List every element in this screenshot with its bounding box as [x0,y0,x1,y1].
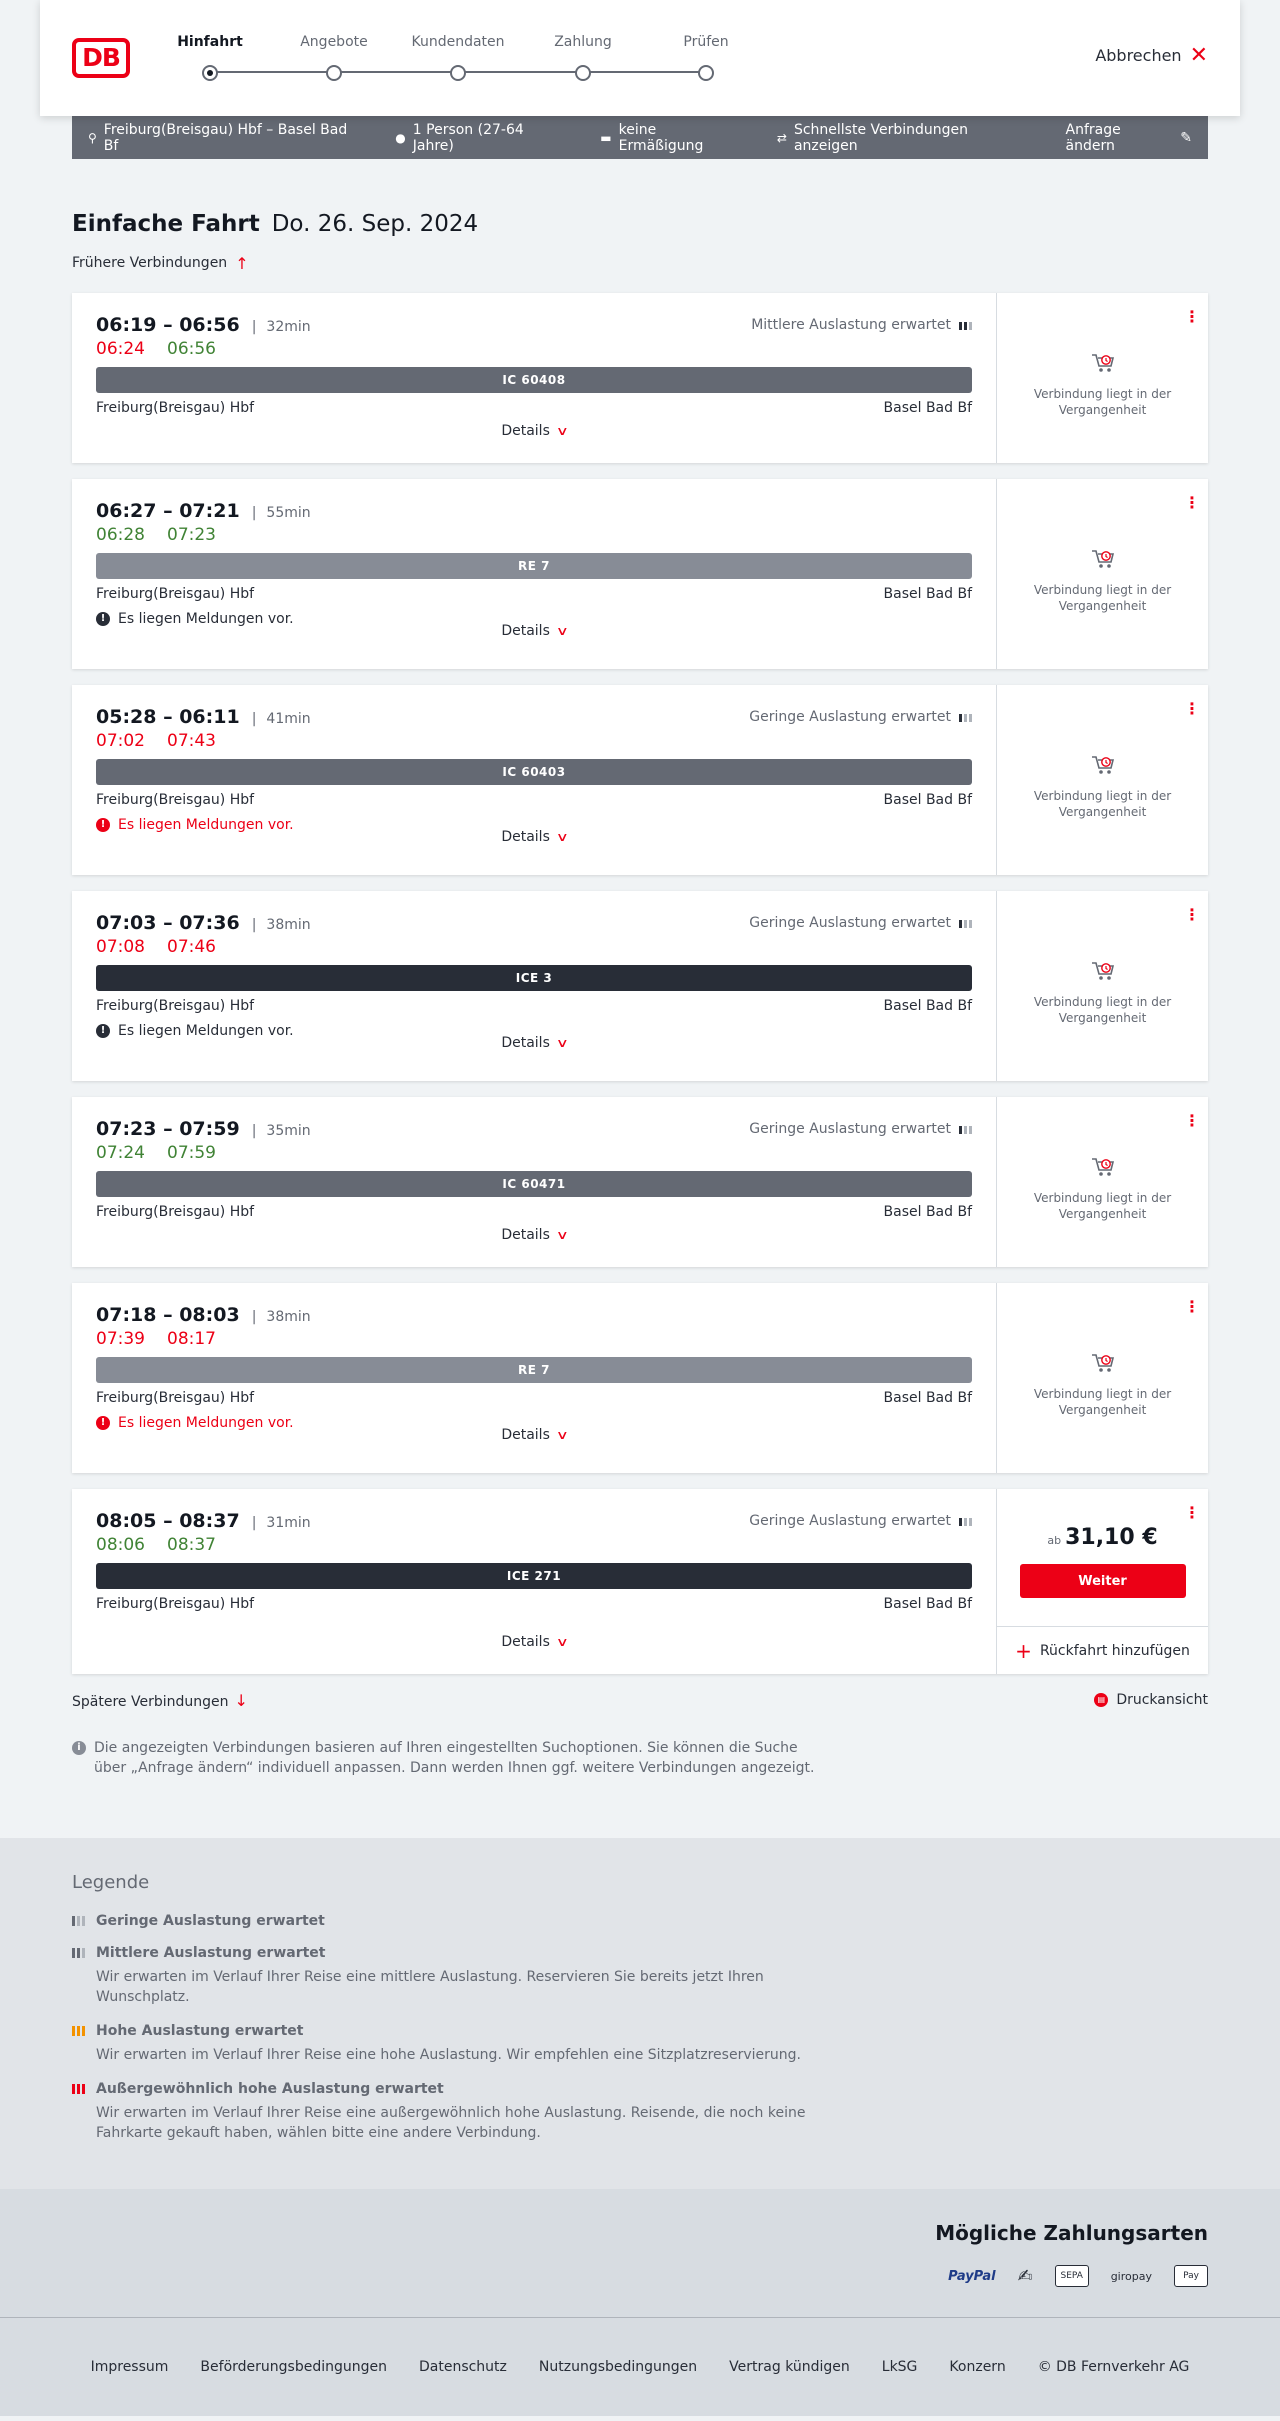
pencil-icon: ✎ [1180,129,1192,146]
details-toggle[interactable]: Details ∨ [501,1035,569,1051]
departure-station: Freiburg(Breisgau) Hbf [96,400,255,416]
footer-link-vertrag-kuendigen[interactable]: Vertrag kündigen [729,2359,850,2375]
cart-clock-icon [997,1154,1208,1180]
page-footer [0,2317,1280,2416]
arrow-up-icon: ↑ [235,253,249,273]
alert-icon: ! [96,1416,110,1430]
arrival-station: Basel Bad Bf [883,400,972,416]
price-prefix: ab [1047,1534,1062,1547]
add-return-trip-button[interactable]: + Rückfahrt hinzufügen [997,1626,1208,1674]
giropay-icon: giropay [1110,2269,1152,2283]
alert-icon: ! [96,1024,110,1038]
connection-details [72,891,997,1081]
occupancy-info: Geringe Auslastung erwartet [749,709,972,725]
continue-button[interactable]: Weiter [1020,1564,1186,1598]
connection-details [72,1097,997,1267]
connection-card[interactable] [72,293,1208,463]
chevron-down-icon: ∨ [555,424,569,438]
details-toggle[interactable]: Details ∨ [501,1634,569,1650]
connection-details [72,685,997,875]
chevron-down-icon: ∨ [555,1228,569,1242]
realtime-departure: 07:08 [96,937,145,957]
connection-details [72,1489,997,1674]
departure-station: Freiburg(Breisgau) Hbf [96,1596,255,1612]
connection-card[interactable] [72,1489,1208,1674]
later-connections-link[interactable]: Spätere Verbindungen ↓ [72,1690,248,1710]
details-toggle[interactable]: Details ∨ [501,829,569,845]
realtime-times [96,525,216,545]
occupancy-icon [959,1516,972,1526]
realtime-departure: 07:02 [96,731,145,751]
footer-link-konzern[interactable]: Konzern [949,2359,1006,2375]
plus-icon: + [1015,1638,1032,1663]
realtime-departure: 08:06 [96,1535,145,1555]
cancel-label: Abbrechen [1095,46,1182,65]
train-bar[interactable]: IC 60471 [96,1171,972,1197]
step-kundendaten: Kundendaten [398,34,518,81]
legend-title: Legende [72,1872,150,1893]
credit-card-icon: ✍ [1017,2265,1033,2287]
occupancy-icon [959,712,972,722]
page-title [72,211,1208,237]
offer-panel [997,891,1208,1081]
connection-card[interactable] [72,1283,1208,1473]
connection-details [72,293,997,463]
arrival-station: Basel Bad Bf [883,1390,972,1406]
departure-station: Freiburg(Breisgau) Hbf [96,792,255,808]
arrow-down-icon: ↓ [234,1690,248,1710]
stations [96,400,972,416]
scheduled-times: 07:23 – 07:59 | 35min [96,1118,311,1140]
details-toggle[interactable]: Details ∨ [501,623,569,639]
duration: 31min [266,1515,311,1531]
duration: 38min [266,917,311,933]
paypal-icon: PayPal [948,2268,996,2284]
details-toggle[interactable]: Details ∨ [501,423,569,439]
realtime-times [96,1535,216,1555]
query-summary-bar [72,116,1208,159]
step-dot [202,65,218,81]
train-bar[interactable]: ICE 271 [96,1563,972,1589]
realtime-departure: 06:24 [96,339,145,359]
legend-item-low: Geringe Auslastung erwartet [72,1913,1208,1929]
realtime-departure: 06:28 [96,525,145,545]
arrival-station: Basel Bad Bf [883,586,972,602]
train-bar[interactable]: ICE 3 [96,965,972,991]
more-options-icon[interactable]: ⋮ [1184,1297,1200,1316]
past-connection-notice: Verbindung liegt in der Vergangenheit [1033,387,1172,417]
offer-panel [997,1097,1208,1267]
duration: 41min [266,711,311,727]
connection-message[interactable]: ! Es liegen Meldungen vor. [96,1023,294,1039]
connection-card[interactable] [72,1097,1208,1267]
legend-item-mid: Mittlere Auslastung erwartet Wir erwarten im Verlauf Ihrer Reise eine mittlere Auslastung. Reservieren Sie bereits jetzt Ihren Wunschplatz. [72,1945,1208,2007]
list-footer [72,1688,1208,1712]
chevron-down-icon: ∨ [555,624,569,638]
footer-link-befoerderungsbedingungen[interactable]: Beförderungsbedingungen [200,2359,387,2375]
more-options-icon[interactable]: ⋮ [1184,493,1200,512]
stations [96,792,972,808]
realtime-arrival: 06:56 [167,339,216,359]
more-options-icon[interactable]: ⋮ [1184,307,1200,326]
step-dot [326,65,342,81]
connection-card[interactable] [72,685,1208,875]
edit-query-button[interactable]: Anfrage ändern ✎ [1065,121,1192,154]
scheduled-times: 07:18 – 08:03 | 38min [96,1304,311,1326]
footer-link-impressum[interactable]: Impressum [90,2359,169,2375]
trip-date: Do. 26. Sep. 2024 [271,211,479,237]
details-toggle[interactable]: Details ∨ [501,1227,569,1243]
scheduled-times: 08:05 – 08:37 | 31min [96,1510,311,1532]
offer-panel [997,293,1208,463]
close-icon: ✕ [1189,42,1208,68]
cart-clock-icon [997,752,1208,778]
more-options-icon[interactable]: ⋮ [1184,905,1200,924]
step-hinfahrt: Hinfahrt [150,34,270,81]
offer-panel [997,1283,1208,1473]
cart-clock-icon [997,958,1208,984]
step-angebote: Angebote [274,34,394,81]
alert-icon: ! [96,612,110,626]
query-option: ⇄ Schnellste Verbindungen anzeigen [776,121,969,154]
train-bar[interactable]: RE 7 [96,1357,972,1383]
arrival-station: Basel Bad Bf [883,1204,972,1220]
arrival-station: Basel Bad Bf [883,792,972,808]
legend-section [0,1838,1280,2189]
duration: 32min [266,319,311,335]
occupancy-icon [959,918,972,928]
legend-item-extreme: Außergewöhnlich hohe Auslastung erwartet Wir erwarten im Verlauf Ihrer Reise eine außergewöhnlich hohe Auslastung. Reisende, die noch keine Fahrkarte gekauft haben, wählen bitte eine andere Verbindung. [72,2081,1208,2143]
footer-link-datenschutz[interactable]: Datenschutz [418,2359,507,2375]
print-icon: ▤ [1094,1693,1108,1707]
alert-icon: ! [96,818,110,832]
print-view-link[interactable]: ▤ Druckansicht [1094,1692,1208,1708]
connection-card[interactable] [72,891,1208,1081]
arrival-station: Basel Bad Bf [883,1596,972,1612]
realtime-arrival: 08:17 [167,1329,216,1349]
footer-copyright: © DB Fernverkehr AG [1037,2359,1190,2375]
query-discount: ▬ keine Ermäßigung [600,121,704,154]
price: 31,10 € [1065,1525,1158,1550]
cancel-button[interactable] [1095,42,1208,68]
load-low-icon [72,1916,88,1926]
load-high-icon [72,2026,88,2036]
progress-stepper [177,34,762,84]
occupancy-info: Geringe Auslastung erwartet [749,915,972,931]
load-mid-icon [72,1948,88,1958]
offer-panel [997,1489,1208,1674]
step-dot [450,65,466,81]
sepa-icon: SEPA [1055,2265,1089,2287]
legend-item-high: Hohe Auslastung erwartet Wir erwarten im Verlauf Ihrer Reise eine hohe Auslastung. Wir empfehlen eine Sitzplatzreservierung. [72,2023,1208,2065]
train-bar[interactable]: IC 60408 [96,367,972,393]
past-connection-notice: Verbindung liegt in der Vergangenheit [1033,1191,1172,1221]
stations [96,586,972,602]
footer-link-lksg[interactable]: LkSG [881,2359,918,2375]
scheduled-times: 06:27 – 07:21 | 55min [96,500,311,522]
realtime-times [96,1329,216,1349]
realtime-times [96,1143,216,1163]
train-bar[interactable]: IC 60403 [96,759,972,785]
occupancy-icon [959,320,972,330]
departure-station: Freiburg(Breisgau) Hbf [96,586,255,602]
query-route: ⚲ Freiburg(Breisgau) Hbf – Basel Bad Bf [88,121,348,154]
person-icon: ● [395,130,406,145]
chevron-down-icon: ∨ [555,1036,569,1050]
departure-station: Freiburg(Breisgau) Hbf [96,1204,255,1220]
past-connection-notice: Verbindung liegt in der Vergangenheit [1033,995,1172,1025]
occupancy-icon [959,1124,972,1134]
cart-clock-icon [997,1350,1208,1376]
apple-pay-icon: Pay [1174,2265,1208,2287]
realtime-arrival: 08:37 [167,1535,216,1555]
realtime-times [96,339,216,359]
occupancy-info: Geringe Auslastung erwartet [749,1121,972,1137]
past-connection-notice: Verbindung liegt in der Vergangenheit [1033,583,1172,613]
info-icon: i [72,1741,86,1755]
connection-message[interactable]: ! Es liegen Meldungen vor. [96,817,294,833]
connection-card[interactable] [72,479,1208,669]
connection-list [72,293,1208,1674]
connection-details [72,479,997,669]
departure-station: Freiburg(Breisgau) Hbf [96,1390,255,1406]
top-header [40,0,1240,116]
duration: 35min [266,1123,311,1139]
arrival-station: Basel Bad Bf [883,998,972,1014]
stations [96,998,972,1014]
payment-methods-title: Mögliche Zahlungsarten [935,2221,1208,2245]
swap-arrows-icon: ⇄ [776,130,787,145]
connection-message[interactable]: ! Es liegen Meldungen vor. [96,611,294,627]
payment-methods-section [0,2189,1280,2317]
details-toggle[interactable]: Details ∨ [501,1427,569,1443]
more-options-icon[interactable]: ⋮ [1184,1111,1200,1130]
cart-clock-icon [997,350,1208,376]
step-dot [575,65,591,81]
stations [96,1204,972,1220]
scheduled-times: 06:19 – 06:56 | 32min [96,314,311,336]
step-zahlung: Zahlung [523,34,643,81]
departure-station: Freiburg(Breisgau) Hbf [96,998,255,1014]
info-text: Die angezeigten Verbindungen basieren auf Ihren eingestellten Suchoptionen. Sie können die Suche über „Anfrage ändern“ individuell anpassen. Dann werden Ihnen ggf. weitere Verbindungen angezeigt. [94,1740,815,1776]
realtime-arrival: 07:46 [167,937,216,957]
info-notice [72,1738,832,1778]
realtime-departure: 07:39 [96,1329,145,1349]
offer-panel [997,479,1208,669]
realtime-times [96,937,216,957]
scheduled-times: 05:28 – 06:11 | 41min [96,706,311,728]
main-content [72,211,1208,1778]
occupancy-info: Geringe Auslastung erwartet [749,1513,972,1529]
occupancy-info: Mittlere Auslastung erwartet [751,317,972,333]
more-options-icon[interactable]: ⋮ [1184,699,1200,718]
scheduled-times: 07:03 – 07:36 | 38min [96,912,311,934]
duration: 38min [266,1309,311,1325]
connection-details [72,1283,997,1473]
duration: 55min [266,505,311,521]
step-dot [698,65,714,81]
stations [96,1596,972,1612]
train-bar[interactable]: RE 7 [96,553,972,579]
stations [96,1390,972,1406]
chevron-down-icon: ∨ [555,1635,569,1649]
query-persons: ● 1 Person (27-64 Jahre) [395,121,524,154]
footer-link-nutzungsbedingungen[interactable]: Nutzungsbedingungen [538,2359,698,2375]
past-connection-notice: Verbindung liegt in der Vergangenheit [1033,789,1172,819]
connection-message[interactable]: ! Es liegen Meldungen vor. [96,1415,294,1431]
realtime-arrival: 07:43 [167,731,216,751]
bahncard-icon: ▬ [600,130,612,145]
trip-type-title: Einfache Fahrt [72,211,260,237]
cart-clock-icon [997,546,1208,572]
realtime-arrival: 07:59 [167,1143,216,1163]
location-pin-icon: ⚲ [88,130,97,145]
realtime-departure: 07:24 [96,1143,145,1163]
offer-panel [997,685,1208,875]
realtime-times [96,731,216,751]
past-connection-notice: Verbindung liegt in der Vergangenheit [1033,1387,1172,1417]
earlier-connections-link[interactable]: Frühere Verbindungen ↑ [72,253,249,273]
load-extreme-icon [72,2084,88,2094]
chevron-down-icon: ∨ [555,830,569,844]
realtime-arrival: 07:23 [167,525,216,545]
db-logo[interactable]: DB [72,38,130,78]
step-pruefen: Prüfen [646,34,766,81]
more-options-icon[interactable]: ⋮ [1184,1503,1200,1522]
chevron-down-icon: ∨ [555,1428,569,1442]
